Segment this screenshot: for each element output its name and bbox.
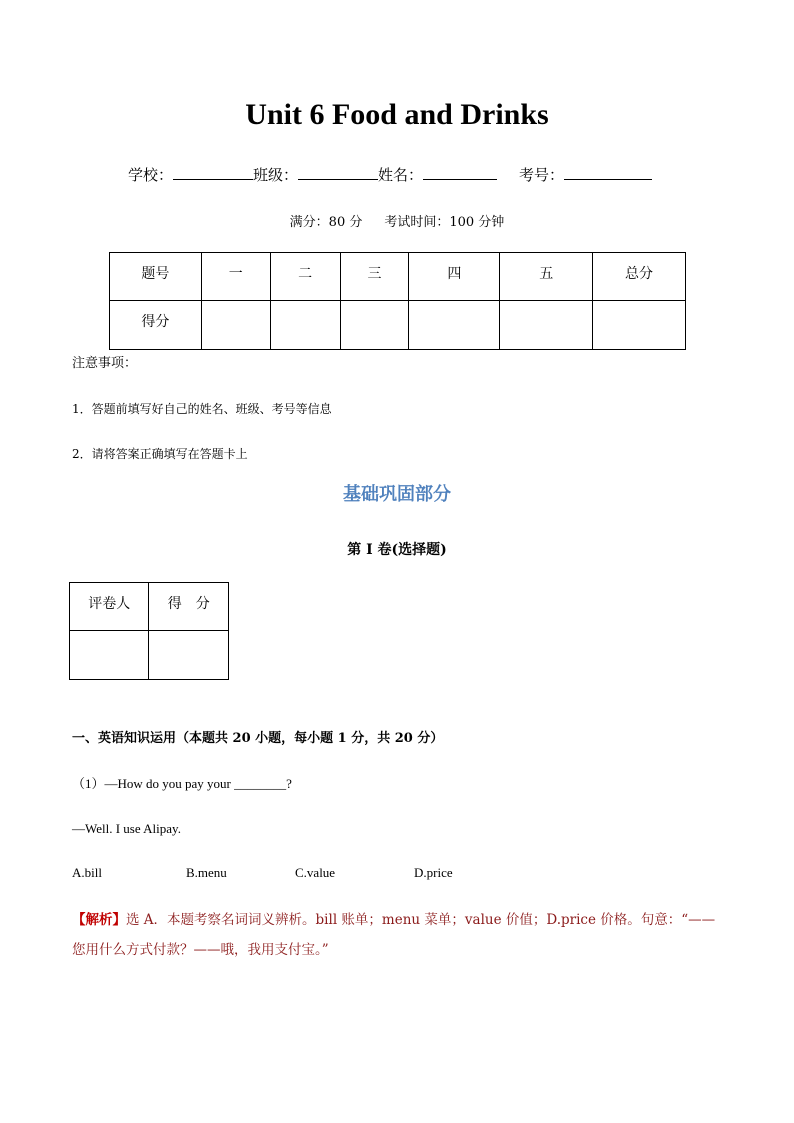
exam-no-label: 考号： xyxy=(519,166,565,184)
score-cell xyxy=(593,301,686,350)
grader-header-row xyxy=(70,583,229,631)
volume-title: 第 I 卷(选择题) xyxy=(347,542,447,558)
option-d: D.price xyxy=(414,865,453,880)
notice-item: 2．请将答案正确填写在答题卡上 xyxy=(72,447,248,461)
score-table-header-row xyxy=(110,253,686,301)
school-label: 学校： xyxy=(128,166,174,184)
part-heading: 一、英语知识运用（本题共 20 小题，每小题 1 分，共 20 分） xyxy=(72,731,444,746)
score-row-label: 得分 xyxy=(110,301,202,350)
score-header-cell: 总分 xyxy=(593,253,686,301)
grader-table xyxy=(69,582,229,680)
score-header-cell: 五 xyxy=(500,253,593,301)
student-info-line xyxy=(128,163,652,186)
score-table xyxy=(109,252,686,350)
question-reply: —Well. I use Alipay. xyxy=(72,821,181,836)
score-cell xyxy=(409,301,500,350)
notice-title: 注意事项： xyxy=(72,356,138,371)
grader-header-cell: 评卷人 xyxy=(70,583,149,631)
score-cell xyxy=(270,301,340,350)
option-b: B.menu xyxy=(186,865,227,880)
score-header-cell: 一 xyxy=(201,253,270,301)
grader-cell xyxy=(149,631,229,680)
score-header-cell: 三 xyxy=(340,253,409,301)
name-blank xyxy=(423,163,497,180)
grader-cell xyxy=(70,631,149,680)
question-stem: （1）—How do you pay your ________? xyxy=(72,776,292,791)
class-blank xyxy=(298,163,378,180)
score-header-cell: 二 xyxy=(270,253,340,301)
score-cell xyxy=(340,301,409,350)
score-header-cell: 题号 xyxy=(110,253,202,301)
section-title: 基础巩固部分 xyxy=(343,484,451,505)
analysis-tag: 【解析】 xyxy=(72,912,126,928)
score-header-cell: 四 xyxy=(409,253,500,301)
exam-meta xyxy=(0,212,794,234)
exam-no-blank xyxy=(564,163,652,180)
exam-time: 考试时间：100 分钟 xyxy=(384,215,505,230)
analysis-block xyxy=(72,905,724,965)
score-cell xyxy=(201,301,270,350)
option-a: A.bill xyxy=(72,865,102,880)
grader-header-cell: 得 分 xyxy=(149,583,229,631)
page-title: Unit 6 Food and Drinks xyxy=(245,98,549,131)
analysis-text: 选 A．本题考察名词词义辨析。bill 账单；menu 菜单；value 价值；D.price 价格。句意：“——您用什么方式付款？——哦，我用支付宝。” xyxy=(72,912,716,958)
score-cell xyxy=(500,301,593,350)
score-table-score-row xyxy=(110,301,686,350)
grader-blank-row xyxy=(70,631,229,680)
option-c: C.value xyxy=(295,865,336,880)
notice-item: 1．答题前填写好自己的姓名、班级、考号等信息 xyxy=(72,402,332,416)
full-score: 满分：80 分 xyxy=(289,215,363,230)
school-blank xyxy=(173,163,253,180)
class-label: 班级： xyxy=(253,166,299,184)
name-label: 姓名： xyxy=(378,166,424,184)
